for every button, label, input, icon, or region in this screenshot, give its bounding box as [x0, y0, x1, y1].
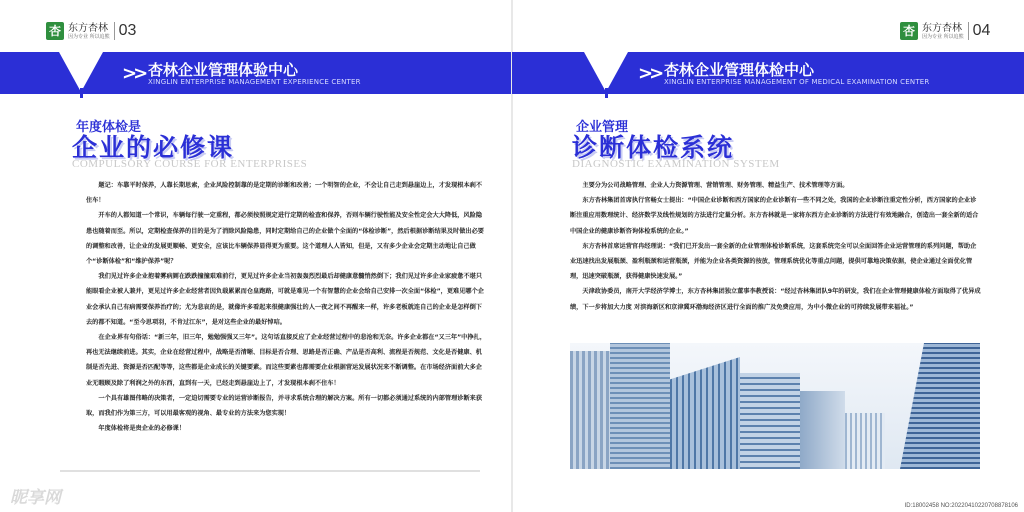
paragraph: 一个具有雄图伟略的决策者，一定迫切需要专业的运营诊断报告，并寻求系统合理的解决方案。所有一切都必须通过系统的内部管理诊断来获取，而我们作为第三方，可以用最客观的视角、最专业的方法来为您实现！	[86, 394, 483, 418]
section-english-title: DIAGNOSTIC EXAMINATION SYSTEM	[572, 158, 780, 170]
double-chevron-icon: >>	[122, 63, 145, 84]
logo-text	[68, 23, 110, 40]
logo-divider	[114, 22, 115, 40]
banner-v-stem	[80, 88, 83, 98]
building	[845, 413, 885, 469]
banner-v-notch	[584, 52, 628, 92]
banner-title: 杏林企业管理体检中心	[664, 61, 815, 79]
banner-subtitle: XINGLIN ENTERPRISE MANAGEMENT EXPERIENCE CENTER	[148, 78, 361, 86]
paragraph: 开车的人都知道一个常识，车辆每行驶一定重程，都必须按照规定进行定期的检查和保养，否则车辆行驶性能及安全性定会大大降低，风险隐患也随着而至。所以，定期检查保养的目的是为了消除风险隐患，同时定期给自己的企业做个全面的“体检诊断”，然后根据诊断结果及时做出必要的调整和改善，让企业的发展更顺畅、更安全，应该比车辆保养显得更为重要。这个道理人人皆知，但是，又有多少企业会定期主动地让自己做个“诊断体检”和“维护保养”呢？	[86, 212, 484, 266]
building	[800, 391, 845, 469]
left-banner	[0, 52, 512, 94]
bottom-rule	[60, 470, 480, 472]
right-body-text	[570, 178, 982, 315]
building	[740, 373, 800, 469]
logo-slogan: 因为专业 所以追熊	[922, 33, 964, 40]
right-logo	[900, 22, 990, 40]
paragraph: 年度体检将是贵企业的必修课！	[98, 425, 186, 433]
left-logo	[46, 22, 136, 40]
left-body-text	[86, 178, 488, 436]
paragraph: 东方杏林集团首席执行官畅女士提出：“中国企业诊断和西方国家的企业诊断有一些不同之处，我国的企业诊断注重定性分析，西方国家的企业诊断注重应用数理统计、经济数学及线性规划的方法进行定量分析。东方杏林就是一家将东西方企业诊断的方法进行有效地融合，创造出一套全新的适合中国企业的健康诊断咨询体检系统的企业。”	[570, 197, 979, 235]
section-title: 企业的必修课	[72, 133, 235, 162]
right-page	[512, 0, 1024, 512]
right-banner	[512, 52, 1024, 94]
banner-subtitle: XINGLIN ENTERPRISE MANAGEMENT OF MEDICAL EXAMINATION CENTER	[664, 78, 930, 86]
building	[610, 343, 670, 469]
xinglin-logo-icon: 杏	[46, 22, 64, 40]
paragraph: 天津政协委员，南开大学经济学博士，东方杏林集团独立董事李教授说：“经过杏林集团队9年的研发，我们在企业管理健康体检方面取得了优异成绩，下一步将加大力度 对滨海新区和京津冀环渤海经济区进行全面的推广及免费应用，为中小微企业的可持续发展带来福祉。”	[570, 288, 981, 311]
double-chevron-icon: >>	[638, 63, 661, 84]
logo-text	[922, 23, 964, 40]
building	[670, 357, 740, 469]
logo-name: 东方杏林	[922, 22, 962, 34]
building	[900, 343, 980, 469]
xinglin-logo-icon: 杏	[900, 22, 918, 40]
page-number: 04	[972, 22, 991, 39]
section-kicker: 企业管理	[576, 120, 629, 135]
paragraph: 我们见过许多企业抱着雾病厕在跌跌撞撞艰难前行，更见过许多企业当初轰轰烈烈最后却健康意髓悄然倒下；我们见过许多企业家疲惫不堪只能眼看企业被人兼并，更见过许多企业经营者因负载累累而仓皇跑路，可就是难见一个有智慧的企业会给自己安排一次全面“体检”，更难见哪个企业会承认自己有病需要保养治疗的；尤为悲哀的是，就像许多看起来很健康强壮的人一夜之间不再醒来一样，许多老板就连自己的企业是怎样倒下去的都不知道。“至今思项羽，不肯过江东”，是对这些企业的最好悼唁。	[86, 273, 484, 326]
building	[570, 351, 610, 469]
logo-name: 东方杏林	[68, 22, 108, 34]
banner-v-stem	[605, 88, 608, 98]
image-id-label: ID:18002458 NO:20220410220708878106	[904, 503, 1018, 509]
logo-divider	[968, 22, 969, 40]
banner-title: 杏林企业管理体验中心	[148, 61, 299, 79]
paragraph: 主要分为公司战略管理、企业人力资源管理、营销管理、财务管理、精益生产、技术管理等方面。	[582, 182, 849, 189]
site-watermark: 昵享网	[10, 488, 61, 508]
section-kicker: 年度体检是	[76, 120, 142, 135]
paragraph: 在企业界有句俗话：“新三年，旧三年，勉勉强强又三年”。这句话直接反应了企业经营过程中的悲沧和无奈。许多企业都在“又三年”中挣扎，再也无法继续前进。其实，企业在经营过程中，战略是否清晰、目标是否合理、思路是否正确、产品是否高利、流程是否规范、文化是否健康、机制是否先进、资源是否匹配等等，这些都是企业成长的关键要素。而这些要素也都需要企业根据营运发展状况来不断调整。在市场经济面前大多企业无暇顾及除了利润之外的东西，直到有一天，已经走到悬崖边上了，才发现根本刹不住车！	[86, 334, 486, 387]
paragraph: 题记：车靠平时保养，人靠长期思索，企业风险控制靠的是定期的诊断和改善；一个明智的企业，不会让自己走到悬崖边上，才发现根本刹不住车！	[86, 182, 483, 205]
section-english-title: COMPULSORY COURSE FOR ENTERPRISES	[72, 158, 308, 170]
office-buildings-photo	[570, 343, 980, 469]
logo-slogan: 因为专业 所以追熊	[68, 33, 110, 40]
page-number: 03	[118, 22, 137, 39]
banner-v-notch	[59, 52, 103, 92]
section-title: 诊断体检系统	[572, 133, 735, 162]
paragraph: 东方杏林首席运营官冉经理说：“我们已开发出一套全新的企业管理体检诊断系统，这套系统完全可以全面回答企业运营管理的系列问题，帮助企业迅速找出发展瓶颈、盈利瓶颈和运营瓶颈，并能为企业各类资源的按放，管理系统优化等重点问题，提供可靠地决策依据，使企业通过全面优化管理，迅速突破瓶颈，获得健康快速发展。”	[570, 242, 977, 281]
